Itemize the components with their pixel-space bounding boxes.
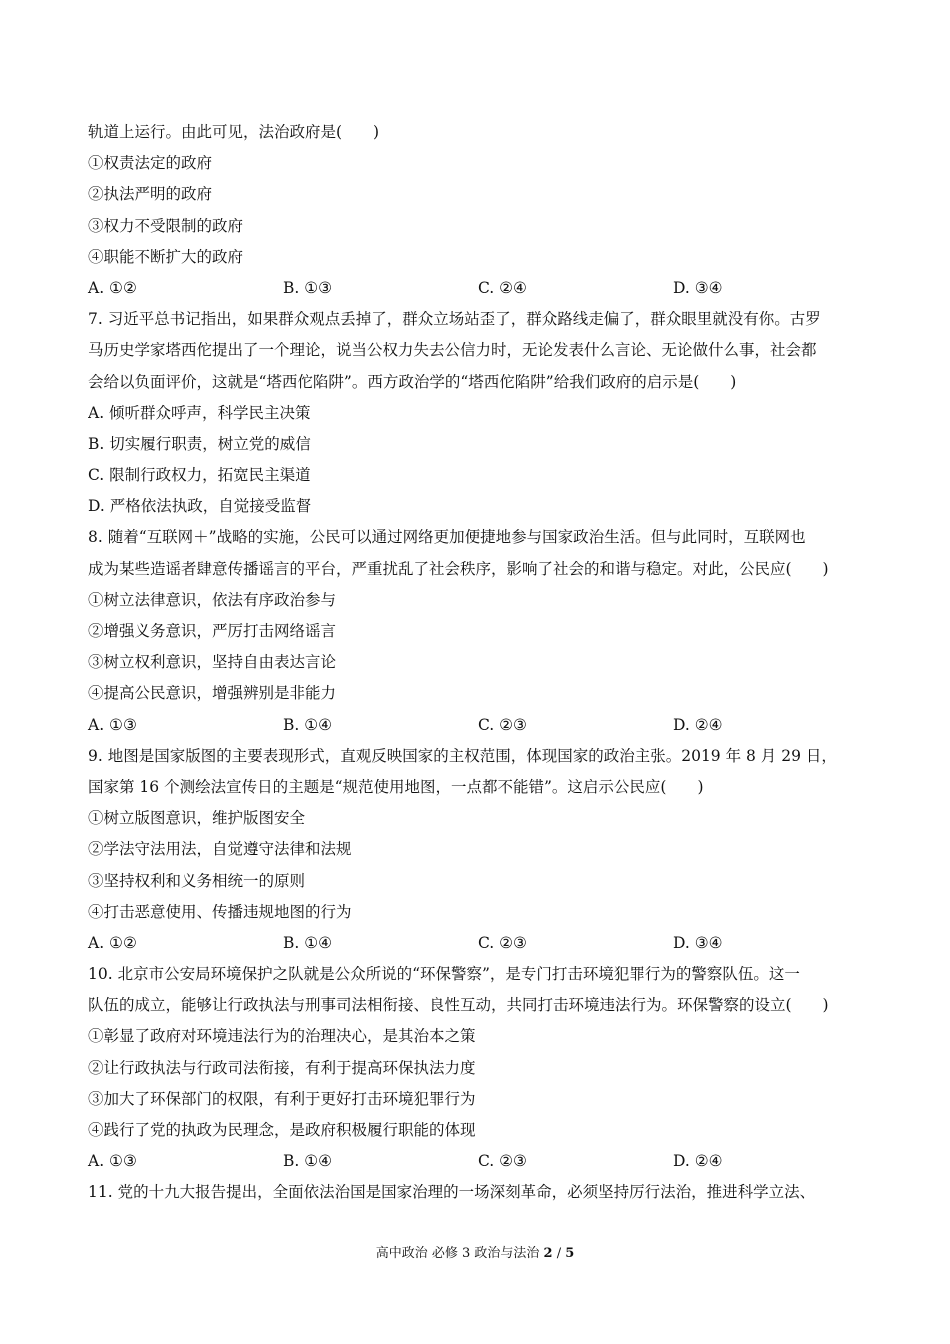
- text-line: 7. 习近平总书记指出，如果群众观点丢掉了，群众立场站歪了，群众路线走偏了，群众眼里就没有你。古罗: [88, 310, 821, 329]
- text-line: 会给以负面评价，这就是“塔西佗陷阱”。西方政治学的“塔西佗陷阱”给我们政府的启示是( ): [88, 372, 737, 391]
- question-content: [88, 117, 868, 1209]
- answer-options-row: [88, 273, 868, 304]
- answer-option-d: D. ③④: [673, 933, 723, 952]
- answer-option-c: C. ②③: [478, 715, 527, 734]
- footer-separator: /: [552, 1246, 566, 1261]
- text-line: ②增强义务意识，严厉打击网络谣言: [88, 622, 337, 640]
- text-line: 轨道上运行。由此可见，法治政府是( ): [88, 123, 380, 141]
- answer-options-row: [88, 1146, 868, 1177]
- text-line: 国家第 16 个测绘法宣传日的主题是“规范使用地图，一点都不能错”。这启示公民应( ): [88, 777, 704, 796]
- text-line: 11. 党的十九大报告提出，全面依法治国是国家治理的一场深刻革命，必须坚持厉行法治，推进科学立法、: [88, 1183, 816, 1202]
- text-line: ②学法守法用法，自觉遵守法律和法规: [88, 840, 352, 859]
- answer-option-b: B. ①④: [283, 1152, 333, 1171]
- text-line: ④打击恶意使用、传播违规地图的行为: [88, 902, 352, 921]
- text-line: 马历史学家塔西佗提出了一个理论，说当公权力失去公信力时，无论发表什么言论、无论做什么事，社会都: [88, 341, 817, 360]
- text-line: 9. 地图是国家版图的主要表现形式，直观反映国家的主权范围，体现国家的政治主张。2019 年 8 月 29 日，: [88, 746, 837, 765]
- text-line: ①树立版图意识，维护版图安全: [88, 809, 306, 828]
- page-footer: [0, 1244, 950, 1264]
- answer-option-a: A. ①③: [88, 1152, 137, 1171]
- answer-option-d: D. ③④: [673, 278, 723, 297]
- text-line: ②让行政执法与行政司法衔接，有利于提高环保执法力度: [88, 1058, 476, 1077]
- text-line: 队伍的成立，能够让行政执法与刑事司法相衔接、良性互动，共同打击环境违法行为。环保警察的设立( ): [88, 996, 829, 1015]
- footer-page-total: 5: [565, 1246, 575, 1261]
- text-line: 10. 北京市公安局环境保护之队就是公众所说的“环保警察”，是专门打击环境犯罪行为的警察队伍。这一: [88, 965, 800, 984]
- answer-option-c: C. ②③: [478, 933, 527, 952]
- answer-option-a: A. ①②: [88, 933, 137, 952]
- text-line: ④提高公民意识，增强辨别是非能力: [88, 684, 337, 703]
- text-line: ③坚持权利和义务相统一的原则: [88, 871, 306, 890]
- answer-option-d: D. ②④: [673, 715, 723, 734]
- text-line: ①权责法定的政府: [88, 154, 213, 173]
- footer-page-number: 2: [543, 1246, 553, 1261]
- text-line: A. 倾听群众呼声，科学民主决策: [88, 403, 311, 422]
- answer-option-b: B. ①③: [283, 278, 333, 297]
- text-line: ④职能不断扩大的政府: [88, 247, 244, 266]
- text-line: ①彰显了政府对环境违法行为的治理决心，是其治本之策: [88, 1027, 476, 1046]
- answer-option-c: C. ②④: [478, 278, 527, 297]
- answer-option-a: A. ①③: [88, 715, 137, 734]
- text-line: ③权力不受限制的政府: [88, 216, 244, 235]
- text-line: C. 限制行政权力，拓宽民主渠道: [88, 466, 311, 485]
- text-line: ②执法严明的政府: [88, 185, 213, 204]
- text-line: B. 切实履行职责，树立党的威信: [88, 434, 311, 453]
- answer-option-b: B. ①④: [283, 715, 333, 734]
- text-line: ①树立法律意识，依法有序政治参与: [88, 590, 337, 609]
- answer-option-d: D. ②④: [673, 1152, 723, 1171]
- text-line: D. 严格依法执政，自觉接受监督: [88, 497, 312, 516]
- answer-options-row: [88, 710, 868, 741]
- text-line: ④践行了党的执政为民理念，是政府积极履行职能的体现: [88, 1121, 476, 1139]
- answer-option-c: C. ②③: [478, 1152, 527, 1171]
- text-line: ③加大了环保部门的权限，有利于更好打击环境犯罪行为: [88, 1089, 476, 1108]
- text-line: ③树立权利意识，坚持自由表达言论: [88, 653, 337, 672]
- text-line: 8. 随着“互联网＋”战略的实施，公民可以通过网络更加便捷地参与国家政治生活。但与此同时，互联网也: [88, 528, 806, 547]
- text-line: 成为某些造谣者肆意传播谣言的平台，严重扰乱了社会秩序，影响了社会的和谐与稳定。对此，公民应( ): [88, 559, 829, 578]
- answer-options-row: [88, 928, 868, 959]
- footer-title: 高中政治 必修 3 政治与法治: [375, 1246, 540, 1261]
- answer-option-b: B. ①④: [283, 933, 333, 952]
- answer-option-a: A. ①②: [88, 278, 137, 297]
